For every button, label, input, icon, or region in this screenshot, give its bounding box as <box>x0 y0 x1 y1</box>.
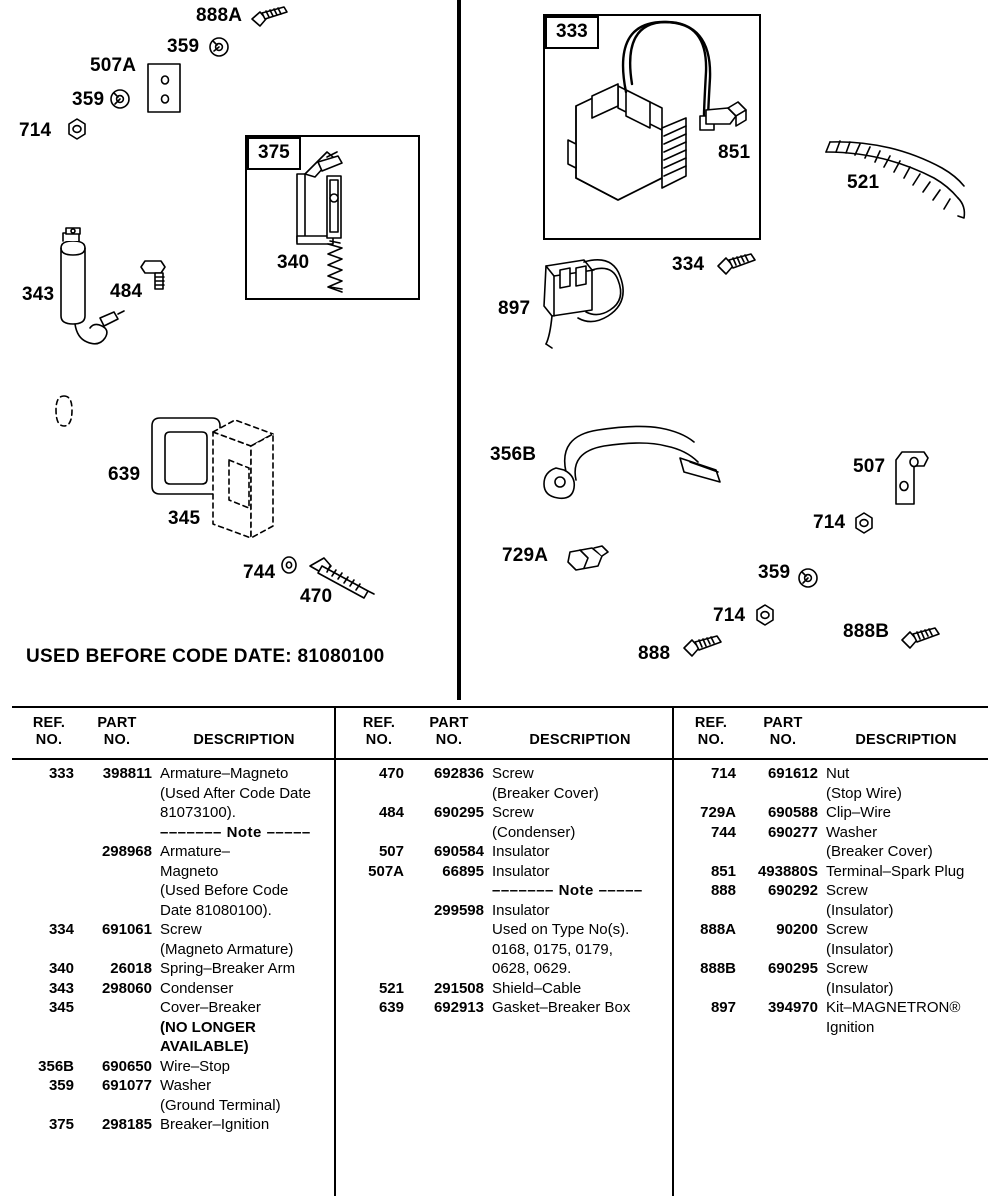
description: (Stop Wire) <box>826 784 902 802</box>
callout-714-left: 714 <box>19 120 52 141</box>
description: Insulator <box>492 843 550 860</box>
description: Date 81080100). <box>160 901 272 919</box>
table-row <box>336 784 672 804</box>
part-no: 690277 <box>767 823 818 841</box>
column-2-part-header-line2: NO. <box>435 732 463 748</box>
table-row <box>674 901 988 921</box>
description: (Breaker Cover) <box>492 784 599 802</box>
callout-343: 343 <box>22 284 55 305</box>
part-no: 298185 <box>101 1116 152 1133</box>
table-row <box>336 959 672 979</box>
description: Used on Type No(s). <box>492 921 630 938</box>
column-1-part-header-line1: PART <box>97 715 137 731</box>
callout-729a: 729A <box>502 545 549 566</box>
description: Ignition <box>826 1018 875 1036</box>
description: Nut <box>826 765 850 782</box>
part-no: 692836 <box>433 765 484 782</box>
part-345-cover-breaker <box>213 420 273 538</box>
description: Washer <box>160 1077 212 1094</box>
table-column-2 <box>336 706 672 1196</box>
ref-no: 484 <box>378 804 404 821</box>
table-row <box>674 823 988 843</box>
description: Armature– <box>160 843 231 860</box>
callout-639: 639 <box>108 464 141 485</box>
ref-no: 340 <box>48 960 74 977</box>
callout-345: 345 <box>168 508 201 529</box>
table-row <box>674 920 988 940</box>
callout-888: 888 <box>638 643 671 664</box>
table-row <box>12 901 334 921</box>
table-row <box>12 940 334 960</box>
table-row <box>12 1076 334 1096</box>
part-714-nut-right-upper <box>856 513 872 533</box>
callout-714-right-upper: 714 <box>813 512 846 533</box>
description: Washer <box>826 823 878 841</box>
description: 0628, 0629. <box>492 960 572 977</box>
part-340-spring <box>328 241 342 292</box>
description: Condenser <box>160 979 234 997</box>
table-row <box>674 940 988 960</box>
part-334-screw <box>718 254 755 274</box>
column-2-desc-header: DESCRIPTION <box>529 732 631 748</box>
table-column-3 <box>674 706 988 1196</box>
part-no: 691612 <box>767 765 818 782</box>
part-729a-clip-wire <box>568 546 608 570</box>
table-row <box>336 803 672 823</box>
ref-no: 729A <box>700 804 736 821</box>
part-no: 291508 <box>433 979 484 997</box>
table-row <box>336 901 672 921</box>
column-1-ref-header-line1: REF. <box>32 715 66 731</box>
part-744-washer <box>282 557 296 573</box>
table-row <box>674 881 988 901</box>
table-row <box>12 842 334 862</box>
callout-334: 334 <box>672 254 705 275</box>
description: (Used Before Code <box>160 882 289 899</box>
column-3-part-header-line1: PART <box>763 715 803 731</box>
callout-356b: 356B <box>490 444 537 465</box>
table-row <box>12 803 334 823</box>
table-row <box>674 998 988 1018</box>
ref-no: 888 <box>710 882 736 899</box>
part-359-washer-right <box>799 569 817 587</box>
table-row <box>674 784 988 804</box>
description: Kit–MAGNETRON® <box>826 999 961 1016</box>
description: Clip–Wire <box>826 804 892 821</box>
ref-no: 521 <box>378 979 404 997</box>
description: ––––––– Note ––––– <box>160 823 311 841</box>
part-no: 398811 <box>102 765 152 782</box>
callout-507-right: 507 <box>853 456 886 477</box>
table-row <box>336 764 672 784</box>
column-2-ref-header-line2: NO. <box>365 732 393 748</box>
table-row <box>336 920 672 940</box>
description: ––––––– Note ––––– <box>492 882 643 899</box>
callout-714-right-lower: 714 <box>713 605 746 626</box>
table-row <box>336 842 672 862</box>
description: Screw <box>492 804 534 821</box>
part-no: 691061 <box>101 921 152 938</box>
description: Wire–Stop <box>160 1057 231 1075</box>
part-639-gasket <box>152 418 220 494</box>
table-row <box>336 823 672 843</box>
description: (Insulator) <box>826 979 894 997</box>
table-row <box>674 764 988 784</box>
description: Screw <box>160 921 202 938</box>
callout-888a: 888A <box>196 5 243 26</box>
table-row <box>12 1018 334 1038</box>
table-row <box>674 1018 988 1038</box>
part-851-terminal-spark-plug <box>706 102 746 126</box>
description: Breaker–Ignition <box>160 1116 270 1133</box>
ref-no: 345 <box>48 999 74 1016</box>
part-714-nut-upper <box>69 119 85 139</box>
part-356b-wire-stop <box>544 426 720 498</box>
table-row <box>336 998 672 1018</box>
description: Gasket–Breaker Box <box>492 999 631 1016</box>
table-column-1 <box>12 706 334 1196</box>
callout-359-lower: 359 <box>72 89 105 110</box>
part-no: 691077 <box>101 1077 152 1094</box>
part-744-washer-outline <box>56 396 72 426</box>
description: Magneto <box>160 862 219 880</box>
part-507-insulator <box>896 452 928 504</box>
part-no: 690650 <box>101 1057 152 1075</box>
description: Screw <box>826 960 868 977</box>
part-no: 26018 <box>110 960 152 977</box>
column-2-part-header-line1: PART <box>429 715 469 731</box>
description: Screw <box>492 765 534 782</box>
callout-507a: 507A <box>90 55 137 76</box>
column-1-desc-header: DESCRIPTION <box>193 732 295 748</box>
part-888a-screw <box>252 7 287 26</box>
part-no: 692913 <box>433 999 484 1016</box>
part-no: 394970 <box>767 999 818 1016</box>
table-row <box>12 998 334 1018</box>
table-row <box>336 881 672 901</box>
table-row <box>12 881 334 901</box>
description: Cover–Breaker <box>160 999 261 1016</box>
ref-no: 897 <box>710 999 736 1016</box>
description: Spring–Breaker Arm <box>160 960 296 977</box>
parts-table <box>12 706 988 1196</box>
callout-340: 340 <box>277 252 310 273</box>
description: Shield–Cable <box>492 979 582 997</box>
part-359-washer-lower <box>111 90 129 108</box>
table-row <box>12 823 334 843</box>
part-no: 66895 <box>442 862 484 880</box>
description: Armature–Magneto <box>160 765 289 782</box>
table-row <box>12 784 334 804</box>
ref-no: 470 <box>378 765 404 782</box>
table-row <box>674 862 988 882</box>
table-row <box>12 862 334 882</box>
description: (Magneto Armature) <box>160 940 294 958</box>
table-row <box>12 1115 334 1135</box>
part-888-screw <box>684 636 721 656</box>
part-375-breaker-assembly <box>297 152 342 244</box>
callout-521: 521 <box>847 172 880 193</box>
table-row <box>674 979 988 999</box>
part-no: 690295 <box>767 960 818 977</box>
part-no: 690588 <box>767 804 818 821</box>
callout-897: 897 <box>498 298 531 319</box>
table-row <box>12 979 334 999</box>
column-3-desc-header: DESCRIPTION <box>855 732 957 748</box>
part-no: 690584 <box>433 843 484 860</box>
used-before-code-date-note: USED BEFORE CODE DATE: 81080100 <box>26 646 385 667</box>
ref-no: 888B <box>700 960 736 977</box>
ref-no: 375 <box>48 1116 74 1133</box>
table-row <box>12 1037 334 1057</box>
description: (Insulator) <box>826 940 894 958</box>
ref-no: 851 <box>710 862 736 880</box>
description: Terminal–Spark Plug <box>826 862 965 880</box>
description: (Ground Terminal) <box>160 1096 281 1114</box>
column-1-part-header-line2: NO. <box>103 732 131 748</box>
description: Insulator <box>492 901 550 919</box>
table-row <box>12 1096 334 1116</box>
description: Screw <box>826 882 868 899</box>
table-row <box>12 1057 334 1077</box>
part-897-magnetron-kit <box>544 260 623 348</box>
callout-359-right: 359 <box>758 562 791 583</box>
ref-no: 359 <box>48 1077 74 1094</box>
part-no: 690295 <box>433 804 484 821</box>
table-row <box>12 920 334 940</box>
table-row <box>12 764 334 784</box>
ref-no: 507 <box>378 843 404 860</box>
ref-no: 507A <box>368 862 404 880</box>
ref-no: 334 <box>48 921 74 938</box>
table-row <box>336 862 672 882</box>
description: 81073100). <box>160 804 236 821</box>
table-row <box>336 979 672 999</box>
description: (Used After Code Date <box>160 784 311 802</box>
column-3-ref-header-line1: REF. <box>694 715 728 731</box>
part-333-armature-magneto <box>568 22 714 200</box>
callout-484: 484 <box>110 281 143 302</box>
description: (Insulator) <box>826 901 894 919</box>
column-1-ref-header-line2: NO. <box>35 732 63 748</box>
ref-no: 343 <box>48 979 74 997</box>
column-3-ref-header-line2: NO. <box>697 732 725 748</box>
part-484-screw <box>141 261 165 289</box>
description: 0168, 0175, 0179, <box>492 940 613 958</box>
description: (NO LONGER <box>160 1018 256 1036</box>
part-507a-insulator <box>148 64 180 112</box>
callout-470: 470 <box>300 586 333 607</box>
part-no: 299598 <box>433 901 484 919</box>
part-714-nut-right-lower <box>757 605 773 625</box>
table-row <box>674 803 988 823</box>
table-row <box>12 959 334 979</box>
description: (Breaker Cover) <box>826 843 933 860</box>
ref-no: 639 <box>378 999 404 1016</box>
column-3-part-header-line2: NO. <box>769 732 797 748</box>
table-row <box>674 842 988 862</box>
description: Insulator <box>492 862 550 880</box>
ref-no: 714 <box>710 765 736 782</box>
table-row <box>674 959 988 979</box>
part-no: 298060 <box>101 979 152 997</box>
part-888b-screw <box>902 628 939 648</box>
inset-box-375-label: 375 <box>247 137 301 170</box>
part-no: 298968 <box>101 843 152 860</box>
part-359-washer-upper <box>210 38 228 56</box>
ref-no: 356B <box>38 1057 74 1075</box>
part-no: 90200 <box>776 921 818 938</box>
ref-no: 888A <box>700 921 736 938</box>
callout-744: 744 <box>243 562 276 583</box>
callout-851: 851 <box>718 142 751 163</box>
column-2-ref-header-line1: REF. <box>362 715 396 731</box>
table-row <box>336 940 672 960</box>
description: AVAILABLE) <box>160 1038 249 1055</box>
inset-box-333-label: 333 <box>545 16 599 49</box>
description: Screw <box>826 921 868 938</box>
part-no: 690292 <box>767 882 818 899</box>
ref-no: 333 <box>48 765 74 782</box>
callout-359-upper: 359 <box>167 36 200 57</box>
description: (Condenser) <box>492 823 576 841</box>
callout-888b: 888B <box>843 621 890 642</box>
ref-no: 744 <box>710 823 736 841</box>
part-no: 493880S <box>757 862 818 880</box>
